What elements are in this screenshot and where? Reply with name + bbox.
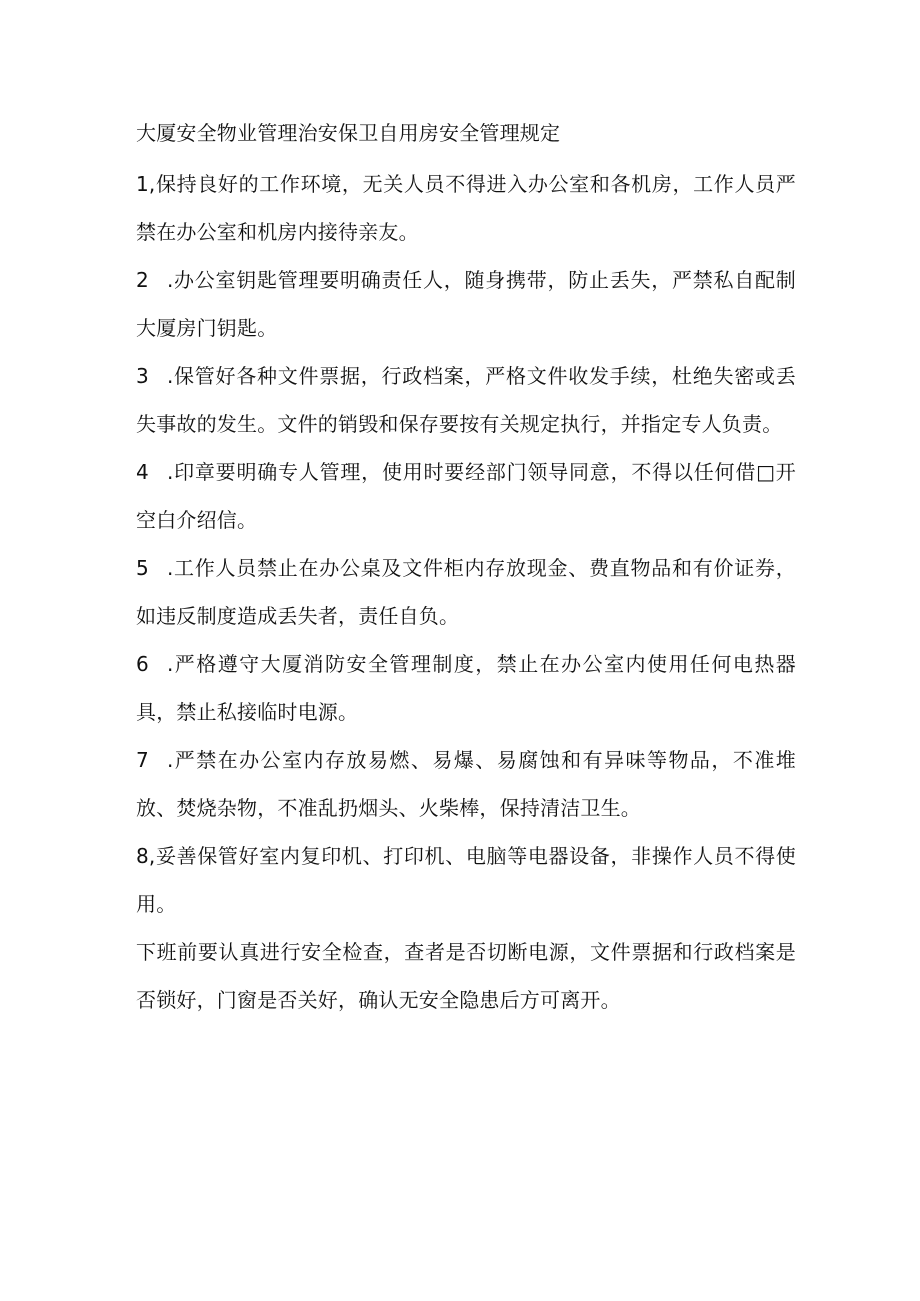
rule-text: .严格遵守大厦消防安全管理制度，禁止在办公室内使用任何电热器具，禁止私接临时电源。 (136, 652, 796, 724)
closing-paragraph: 下班前要认真进行安全检查，查者是否切断电源，文件票据和行政档案是否锁好，门窗是否关好，确认无安全隐患后方可离开。 (136, 940, 796, 1012)
rule-number: 2 (136, 268, 149, 292)
rule-item-6 (136, 640, 796, 736)
rule-item-8 (136, 832, 796, 928)
rule-number: 7 (136, 748, 149, 772)
rule-text: .办公室钥匙管理要明确责任人，随身携带，防止丢失，严禁私自配制大厦房门钥匙。 (136, 268, 796, 340)
document-title: 大厦安全物业管理治安保卫自用房安全管理规定 (136, 121, 561, 145)
rule-text: .保管好各种文件票据，行政档案，严格文件收发手续，杜绝失密或丢失事故的发生。文件的销毁和保存要按有关规定执行，并指定专人负责。 (136, 364, 796, 436)
rule-number: 4 (136, 460, 149, 484)
rule-item-5 (136, 544, 796, 640)
rule-item-1 (136, 160, 796, 256)
rule-text: 妥善保管好室内复印机、打印机、电脑等电器设备，非操作人员不得使用。 (136, 844, 796, 916)
rule-number: 5 (136, 556, 149, 580)
document-body (136, 114, 796, 1024)
rule-item-3 (136, 352, 796, 448)
rule-text: 保持良好的工作环境，无关人员不得进入办公室和各机房，工作人员严禁在办公室和机房内接待亲友。 (136, 172, 796, 244)
rule-number: 3 (136, 364, 149, 388)
rule-text: .工作人员禁止在办公桌及文件柜内存放现金、费直物品和有价证券，如违反制度造成丢失者，责任自负。 (136, 556, 796, 628)
rule-item-7 (136, 736, 796, 832)
rule-number: 6 (136, 652, 149, 676)
rule-item-4 (136, 448, 796, 544)
rule-text: .严禁在办公室内存放易燃、易爆、易腐蚀和有异味等物品，不准堆放、焚烧杂物，不准乱扔烟头、火柴棒，保持清洁卫生。 (136, 748, 796, 820)
rule-number: 8, (136, 844, 156, 868)
rule-text: .印章要明确专人管理，使用时要经部门领导同意，不得以任何借□开空白介绍信。 (136, 460, 796, 532)
rule-number: 1, (136, 172, 156, 196)
rule-item-2 (136, 256, 796, 352)
